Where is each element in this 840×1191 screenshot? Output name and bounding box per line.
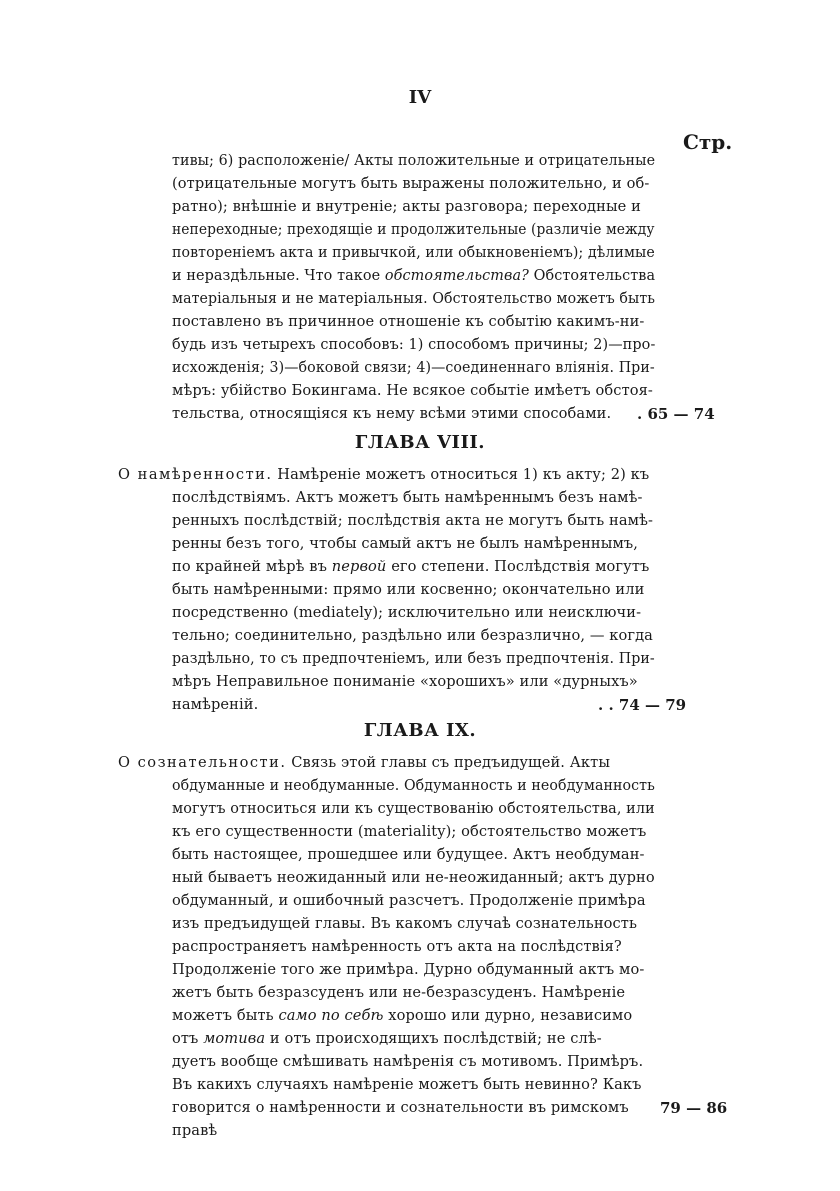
text-line: обдуманный, и ошибочный разсчетъ. Продолженіе примѣра bbox=[172, 892, 646, 909]
text-segment: Связь этой главы съ предъидущей. Акты bbox=[291, 754, 611, 771]
chapter-heading: ГЛАВА VIII. bbox=[354, 432, 486, 453]
text-line: тивы; 6) расположеніе/ Акты положительные и отрицательные bbox=[172, 152, 656, 169]
text-line: мѣръ Неправильное пониманіе «хорошихъ» или «дурныхъ» bbox=[172, 673, 638, 690]
text-line: жетъ быть безразсуденъ или не-безразсуденъ. Намѣреніе bbox=[172, 984, 626, 1001]
page-range: . . 74 — 79 bbox=[598, 696, 687, 714]
text-line: говорится о намѣренности и сознательности въ римскомъ bbox=[172, 1099, 629, 1116]
chapter-lead: О сознательности. bbox=[118, 754, 287, 771]
text-line: распространяетъ намѣренность отъ акта на послѣдствія? bbox=[172, 938, 622, 955]
text-line bbox=[118, 466, 649, 483]
italic-term: обстоятельства? bbox=[384, 267, 529, 284]
italic-term: первой bbox=[331, 558, 387, 575]
page-column-label: Стр. bbox=[683, 130, 733, 154]
text-line: Въ какихъ случаяхъ намѣреніе можетъ быть невинно? Какъ bbox=[172, 1076, 642, 1093]
text-line: будь изъ четырехъ способовъ: 1) способомъ причины; 2)—про- bbox=[172, 336, 656, 353]
text-line: дуетъ вообще смѣшивать намѣренія съ мотивомъ. Примѣръ. bbox=[172, 1053, 644, 1070]
text-segment: Обстоятельства bbox=[533, 267, 656, 284]
text-line: раздѣльно, то съ предпочтеніемъ, или безъ предпочтенія. При- bbox=[172, 650, 655, 667]
text-line: матеріальныя и не матеріальныя. Обстоятельство можетъ быть bbox=[172, 290, 656, 307]
page-range: 79 — 86 bbox=[660, 1099, 728, 1117]
chapter-lead: О намѣренности. bbox=[118, 466, 273, 483]
text-segment: Намѣреніе можетъ относиться 1) къ акту; 2) къ bbox=[277, 466, 650, 483]
text-line: обдуманные и необдуманные. Обдуманность и необдуманность bbox=[172, 777, 655, 794]
text-line bbox=[118, 754, 610, 771]
text-line: къ его существенности (materiality); обстоятельство можетъ bbox=[172, 823, 647, 840]
text-segment: и нераздѣльные. Что такое bbox=[172, 267, 381, 284]
italic-term: мотива bbox=[203, 1030, 266, 1047]
text-segment: по крайней мѣрѣ въ bbox=[172, 558, 328, 575]
text-line: мѣръ: убійство Бокингама. Не всякое событіе имѣетъ обстоя- bbox=[172, 382, 653, 399]
text-line bbox=[172, 558, 649, 575]
italic-term: само по себѣ bbox=[278, 1007, 384, 1024]
text-line: быть намѣренными: прямо или косвенно; окончательно или bbox=[172, 581, 645, 598]
text-line: ный бываетъ неожиданный или не-неожиданный; актъ дурно bbox=[172, 869, 655, 886]
text-line bbox=[172, 1007, 632, 1024]
text-segment: можетъ быть bbox=[172, 1007, 274, 1024]
text-segment: отъ bbox=[172, 1030, 199, 1047]
text-line: непереходные; преходящіе и продолжительные (различіе между bbox=[172, 221, 655, 238]
text-line: Продолженіе того же примѣра. Дурно обдуманный актъ мо- bbox=[172, 961, 645, 978]
text-segment: его степени. Послѣдствія могутъ bbox=[391, 558, 650, 575]
text-line: послѣдствіямъ. Актъ можетъ быть намѣреннымъ безъ намѣ- bbox=[172, 489, 643, 506]
text-line: ренны безъ того, чтобы самый актъ не былъ намѣреннымъ, bbox=[172, 535, 639, 552]
text-line: изъ предъидущей главы. Въ какомъ случаѣ сознательность bbox=[172, 915, 638, 932]
chapter-heading: ГЛАВА IX. bbox=[363, 720, 477, 741]
text-segment: хорошо или дурно, независимо bbox=[388, 1007, 633, 1024]
text-segment: и отъ происходящихъ послѣдствій; не слѣ- bbox=[269, 1030, 602, 1047]
text-line: правѣ bbox=[172, 1122, 218, 1139]
text-line: тельства, относящіяся къ нему всѣми этими способами. bbox=[172, 405, 612, 422]
text-line bbox=[172, 1030, 602, 1047]
page-number: IV bbox=[408, 87, 432, 108]
text-line: ратно); внѣшніе и внутреніе; акты разговора; переходные и bbox=[172, 198, 641, 215]
text-line: намѣреній. bbox=[172, 696, 259, 713]
text-line: поставлено въ причинное отношеніе къ событію какимъ-ни- bbox=[172, 313, 645, 330]
text-line: (отрицательные могутъ быть выражены положительно, и об- bbox=[172, 175, 650, 192]
text-line: посредственно (mediately); исключительно или неисключи- bbox=[172, 604, 642, 621]
text-line: исхожденія; 3)—боковой связи; 4)—соединеннаго вліянія. При- bbox=[172, 359, 655, 376]
text-line: тельно; соединительно, раздѣльно или безразлично, — когда bbox=[172, 627, 653, 644]
text-line: ренныхъ послѣдствій; послѣдствія акта не могутъ быть намѣ- bbox=[172, 512, 654, 529]
text-line bbox=[172, 267, 655, 284]
text-line: могутъ относиться или къ существованію обстоятельства, или bbox=[172, 800, 655, 817]
page-range: . 65 — 74 bbox=[637, 405, 715, 423]
text-line: повтореніемъ акта и привычкой, или обыкновеніемъ); дѣлимые bbox=[172, 244, 655, 261]
text-line: быть настоящее, прошедшее или будущее. Актъ необдуман- bbox=[172, 846, 645, 863]
